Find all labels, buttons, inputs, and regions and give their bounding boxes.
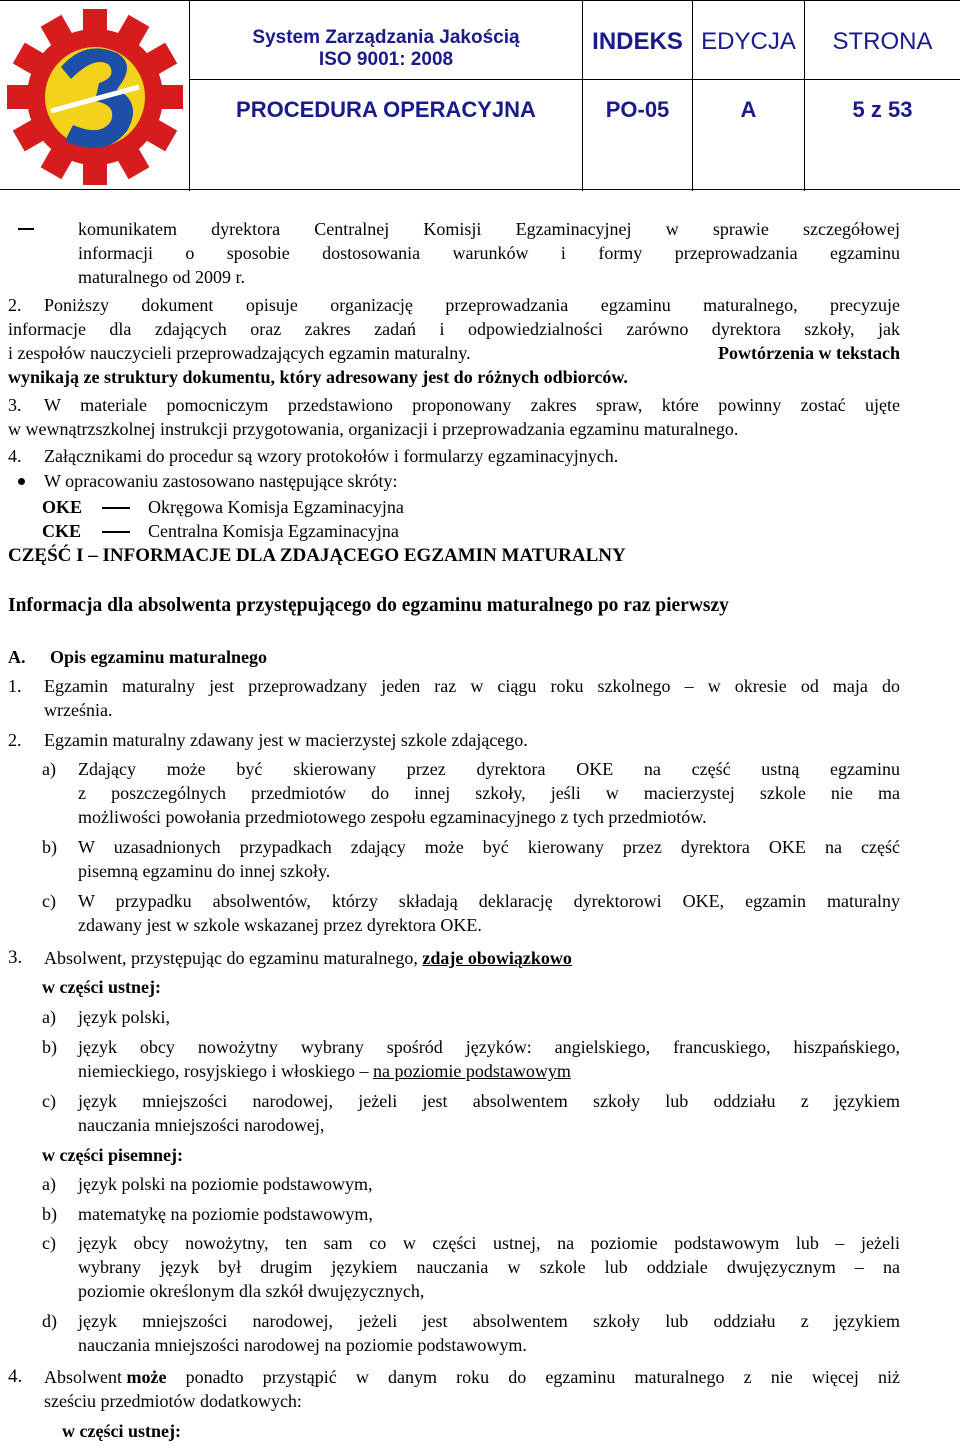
text-line: W uzasadnionych przypadkach zdający może być kierowany przez dyrektora OKE na część (78, 837, 900, 857)
item-number: 3. (8, 947, 23, 968)
abbr-dash (102, 507, 130, 509)
text-line: pisemną egzaminu do innej szkoły. (78, 861, 331, 881)
text-span: niemieckiego, rosyjskiego i włoskiego – (78, 1061, 373, 1081)
text-line (78, 1060, 571, 1082)
text-line: zdawany jest w szkole wskazanej przez dyrektora OKE. (78, 915, 482, 935)
section-letter: A. (8, 647, 26, 667)
text-line (44, 1366, 900, 1388)
text-span: Absolwent (44, 1367, 127, 1387)
text-line: informacji o sposobie dostosowania warunków i formy przeprowadzania egzaminu (78, 243, 900, 263)
text-span: ponadto przystąpić w danym roku do egzaminu maturalnego z nie więcej niż (166, 1367, 900, 1387)
text-line: komunikatem dyrektora Centralnej Komisji Egzaminacyjnej w sprawie szczegółowej (78, 219, 900, 239)
text-line: nauczania mniejszości narodowej na poziomie podstawowym. (78, 1335, 527, 1355)
abbr-code: OKE (42, 497, 83, 517)
item-number: 4. (8, 446, 22, 466)
underlined-text: na poziomie podstawowym (372, 1061, 571, 1081)
abbr-desc: Okręgowa Komisja Egzaminacyjna (148, 497, 404, 517)
text-line: Zdający może być skierowany przez dyrektora OKE na część ustną egzaminu (78, 759, 900, 779)
item-number: 2. (8, 730, 22, 750)
document-header (0, 0, 960, 190)
subitem-letter: c) (42, 891, 56, 911)
bold-text: Powtórzenia w tekstach (718, 343, 900, 363)
text-line: język mniejszości narodowej, jeżeli jest absolwentem szkoły lub oddziału z językiem (78, 1311, 900, 1331)
subitem-letter: c) (42, 1091, 56, 1111)
written-part-heading: w części pisemnej: (42, 1145, 183, 1165)
text-line: język polski, (78, 1007, 170, 1027)
abbr-code: CKE (42, 521, 82, 541)
text-span: Absolwent, przystępując do egzaminu maturalnego, (44, 948, 423, 968)
text-line: możliwości powołania przedmiotowego zespołu egzaminacyjnego z tych przedmiotów. (78, 807, 707, 827)
text-line: W opracowaniu zastosowano następujące skróty: (44, 471, 398, 491)
dash-bullet (18, 228, 34, 230)
strona-value: 5 z 53 (852, 97, 913, 122)
edycja-value: A (740, 97, 757, 122)
text-line: Załącznikami do procedur są wzory protokołów i formularzy egzaminacyjnych. (44, 446, 619, 466)
subitem-letter: a) (42, 759, 56, 779)
subitem-letter: d) (42, 1311, 57, 1331)
subitem-letter: a) (42, 1174, 56, 1194)
subitem-letter: c) (42, 1233, 56, 1253)
item-number: 2. (8, 295, 22, 315)
text-line: język mniejszości narodowej, jeżeli jest absolwentem szkoły lub oddziału z językiem (78, 1091, 900, 1111)
text-line: z poszczególnych przedmiotów do innej szkoły, jeśli w macierzystej szkole nie ma (78, 783, 900, 803)
text-line: matematykę na poziomie podstawowym, (78, 1204, 373, 1224)
text-line: sześciu przedmiotów dodatkowych: (44, 1391, 302, 1411)
round-bullet (18, 478, 25, 485)
abbr-desc: Centralna Komisja Egzaminacyjna (148, 521, 399, 541)
text-line: nauczania mniejszości narodowej, (78, 1115, 325, 1135)
text-line: język obcy nowożytny, ten sam co w części ustnej, na poziomie podstawowym lub – jeżeli (78, 1233, 900, 1253)
text-line: Egzamin maturalny jest przeprowadzany jeden raz w ciągu roku szkolnego – w okresie od maja do (44, 676, 900, 696)
text-line: w wewnątrzszkolnej instrukcji przygotowania, organizacji i przeprowadzania egzaminu maturalnego. (8, 419, 739, 439)
text-line: język obcy nowożytny wybrany spośród języków: angielskiego, francuskiego, hiszpańskiego, (78, 1037, 900, 1057)
section-subtitle: Informacja dla absolwenta przystępującego do egzaminu maturalnego po raz pierwszy (8, 595, 729, 616)
section-title: Opis egzaminu maturalnego (50, 647, 268, 667)
text-line: poziomie określonym dla szkół dwujęzycznych, (78, 1281, 425, 1301)
text-line (8, 342, 900, 364)
underlined-bold-text: zdaje obowiązkowo (422, 948, 572, 968)
system-title: System Zarządzania Jakością (252, 27, 520, 48)
item-number: 3. (8, 395, 22, 415)
item-number: 4. (8, 1366, 23, 1387)
text-line: język polski na poziomie podstawowym, (78, 1174, 373, 1194)
text-line: wybrany język był drugim językiem nauczania w szkole lub oddziale dwujęzycznym – na (78, 1257, 900, 1277)
text-line: września. (44, 700, 113, 720)
text-line: Egzamin maturalny zdawany jest w macierzystej szkole zdającego. (44, 730, 528, 750)
abbr-dash (102, 531, 130, 533)
document-type: PROCEDURA OPERACYJNA (236, 97, 536, 122)
subitem-letter: a) (42, 1007, 56, 1027)
subitem-letter: b) (42, 1037, 57, 1057)
part-title: CZĘŚĆ I – INFORMACJE DLA ZDAJĄCEGO EGZAMIN MATURALNY (8, 545, 626, 566)
subitem-letter: b) (42, 837, 57, 857)
text-line: Poniższy dokument opisuje organizację przeprowadzania egzaminu maturalnego, precyzuje (44, 295, 900, 315)
oral-part-heading: w części ustnej: (62, 1421, 181, 1441)
text-line: W przypadku absolwentów, którzy składają deklarację dyrektorowi OKE, egzamin maturalny (78, 891, 900, 911)
strona-label: STRONA (832, 28, 933, 55)
text-span: i zespołów nauczycieli przeprowadzających egzamin maturalny. (8, 343, 471, 363)
indeks-value: PO-05 (605, 97, 670, 122)
subitem-letter: b) (42, 1204, 57, 1224)
edycja-label: EDYCJA (701, 28, 796, 55)
company-logo (6, 5, 184, 185)
iso-standard: ISO 9001: 2008 (318, 49, 454, 70)
text-line: maturalnego od 2009 r. (78, 267, 245, 287)
bold-text: może (126, 1367, 167, 1387)
text-line: informacje dla zdających oraz zakres zadań i odpowiedzialności zarówno dyrektora szkoły, jak (8, 319, 900, 339)
item-number: 1. (8, 676, 22, 696)
oral-part-heading: w części ustnej: (42, 977, 161, 997)
indeks-label: INDEKS (592, 28, 683, 55)
text-line: W materiale pomocniczym przedstawiono proponowany zakres spraw, które powinny zostać ujęte (44, 395, 900, 415)
text-line (44, 947, 572, 969)
bold-text: wynikają ze struktury dokumentu, który adresowany jest do różnych odbiorców. (8, 367, 628, 387)
